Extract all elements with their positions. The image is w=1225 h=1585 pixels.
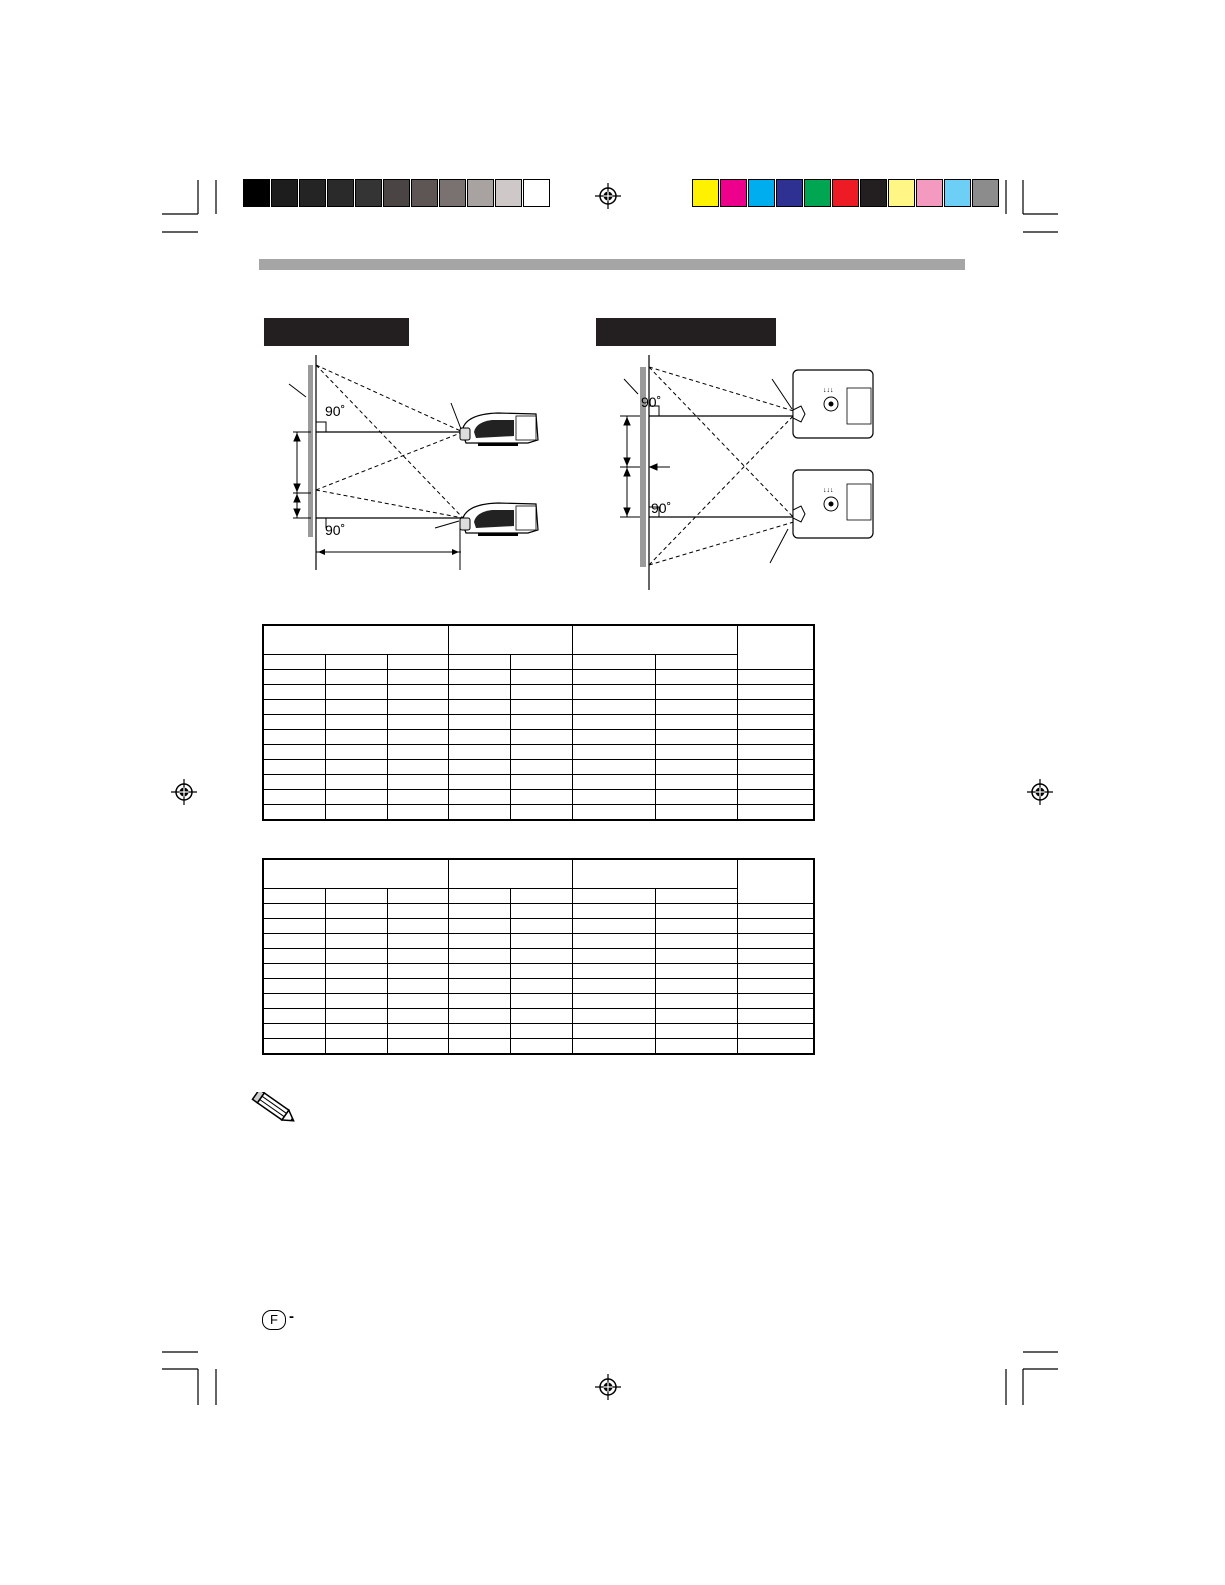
table-cell <box>449 949 511 964</box>
table-cell <box>449 904 511 919</box>
table-cell <box>263 715 325 730</box>
table-cell <box>449 1024 511 1039</box>
table-cell <box>387 685 449 700</box>
table-cell <box>387 1039 449 1055</box>
table-cell <box>325 979 387 994</box>
table-cell <box>572 745 655 760</box>
table-cell <box>572 1039 655 1055</box>
registration-mark-icon <box>1027 779 1053 805</box>
table-cell <box>572 685 655 700</box>
table-row <box>263 730 814 745</box>
screen-edge <box>308 365 313 537</box>
table-row <box>263 1039 814 1055</box>
table-cell <box>263 994 325 1009</box>
table-cell <box>572 670 655 685</box>
table-cell <box>572 964 655 979</box>
table-header-cell <box>449 859 573 889</box>
table-cell <box>263 745 325 760</box>
projection-distance-table-1 <box>262 624 815 821</box>
table-cell <box>511 775 573 790</box>
table-row <box>263 715 814 730</box>
table-cell <box>325 775 387 790</box>
table-cell <box>737 670 814 685</box>
color-swatch <box>972 179 999 207</box>
table-row <box>263 994 814 1009</box>
table-cell <box>387 760 449 775</box>
table-subheader-row <box>263 889 814 904</box>
table-row <box>263 1024 814 1039</box>
table-row <box>263 964 814 979</box>
table-cell <box>737 1039 814 1055</box>
table-cell <box>449 964 511 979</box>
table-cell <box>325 745 387 760</box>
table-cell <box>511 949 573 964</box>
table-cell <box>511 1024 573 1039</box>
table-row <box>263 949 814 964</box>
table-header-cell <box>572 625 737 655</box>
page-badge-letter: F <box>270 1312 278 1327</box>
page-number-badge <box>262 1310 286 1330</box>
table-row <box>263 1009 814 1024</box>
table-cell <box>387 994 449 1009</box>
table-cell <box>449 670 511 685</box>
table-cell <box>572 805 655 821</box>
table-cell <box>263 775 325 790</box>
table-cell <box>572 919 655 934</box>
table-cell <box>263 685 325 700</box>
table-cell <box>325 685 387 700</box>
table-cell <box>572 715 655 730</box>
table-cell <box>263 979 325 994</box>
table-cell <box>572 775 655 790</box>
table-row <box>263 700 814 715</box>
table-cell <box>572 1024 655 1039</box>
table-cell <box>449 994 511 1009</box>
table-cell <box>656 715 737 730</box>
table-cell <box>263 919 325 934</box>
table-row <box>263 919 814 934</box>
table-cell <box>325 715 387 730</box>
table-cell <box>511 1009 573 1024</box>
table-cell <box>737 949 814 964</box>
color-swatch <box>804 179 831 207</box>
gray-swatch <box>523 179 550 207</box>
table-cell <box>737 1009 814 1024</box>
table-cell <box>656 964 737 979</box>
table-cell <box>656 805 737 821</box>
table-cell <box>325 994 387 1009</box>
header-rule <box>259 259 965 270</box>
table-cell <box>737 775 814 790</box>
table-cell <box>387 805 449 821</box>
table-cell <box>572 760 655 775</box>
table-cell <box>263 1024 325 1039</box>
table-cell <box>656 904 737 919</box>
projection-diagram-side-view <box>283 355 558 575</box>
table-cell <box>656 730 737 745</box>
table-cell <box>737 964 814 979</box>
table-cell <box>572 994 655 1009</box>
table-cell <box>572 790 655 805</box>
gray-swatch <box>271 179 298 207</box>
table-cell <box>387 700 449 715</box>
table-cell <box>387 919 449 934</box>
table-cell <box>325 790 387 805</box>
table-cell <box>737 934 814 949</box>
table-cell <box>572 934 655 949</box>
table-header-cell <box>737 625 814 670</box>
table-cell <box>511 715 573 730</box>
color-bar <box>692 179 1000 207</box>
table-cell <box>656 670 737 685</box>
color-swatch <box>916 179 943 207</box>
table-cell <box>737 805 814 821</box>
table-cell <box>325 904 387 919</box>
table-header-cell <box>263 859 449 889</box>
gray-swatch <box>299 179 326 207</box>
table-cell <box>325 1009 387 1024</box>
table-subheader-cell <box>325 889 387 904</box>
table-cell <box>656 1039 737 1055</box>
table-cell <box>511 805 573 821</box>
table-cell <box>656 700 737 715</box>
table-cell <box>263 964 325 979</box>
table-header-cell <box>737 859 814 904</box>
table-cell <box>449 700 511 715</box>
table-cell <box>263 670 325 685</box>
table-cell <box>511 685 573 700</box>
table-subheader-cell <box>511 655 573 670</box>
angle-label-bottom: 90˚ <box>651 500 672 516</box>
table-cell <box>449 685 511 700</box>
table-cell <box>656 1024 737 1039</box>
table-cell <box>325 934 387 949</box>
table-cell <box>737 730 814 745</box>
projection-distance-table-2 <box>262 858 815 1055</box>
table-cell <box>325 670 387 685</box>
table-cell <box>656 745 737 760</box>
table-cell <box>263 1039 325 1055</box>
table-cell <box>737 685 814 700</box>
table-cell <box>263 805 325 821</box>
table-cell <box>449 934 511 949</box>
table-subheader-cell <box>325 655 387 670</box>
table-row <box>263 745 814 760</box>
table-cell <box>325 730 387 745</box>
table-cell <box>449 1039 511 1055</box>
svg-text:↓↓↓: ↓↓↓ <box>823 487 834 494</box>
table-cell <box>511 670 573 685</box>
note-pencil-icon <box>249 1092 301 1126</box>
table-cell <box>737 790 814 805</box>
table-cell <box>737 745 814 760</box>
table-cell <box>325 919 387 934</box>
table-cell <box>387 775 449 790</box>
table-header-cell <box>449 625 573 655</box>
projector-bottom <box>460 503 538 536</box>
table-subheader-cell <box>511 889 573 904</box>
grayscale-bar <box>243 179 551 207</box>
registration-mark-icon <box>595 183 621 209</box>
table-subheader-cell <box>449 889 511 904</box>
table-cell <box>737 715 814 730</box>
table-cell <box>387 1024 449 1039</box>
table-header-row <box>263 859 814 889</box>
table-cell <box>511 1039 573 1055</box>
registration-mark-icon <box>595 1374 621 1400</box>
table-cell <box>656 760 737 775</box>
table-cell <box>449 775 511 790</box>
table-cell <box>387 745 449 760</box>
table-cell <box>263 790 325 805</box>
table-cell <box>511 700 573 715</box>
table-cell <box>325 700 387 715</box>
table-cell <box>263 934 325 949</box>
table-subheader-cell <box>387 889 449 904</box>
table-row <box>263 790 814 805</box>
table-subheader-row <box>263 655 814 670</box>
projection-diagram-top-view <box>610 355 885 595</box>
table-row <box>263 670 814 685</box>
table-cell <box>656 790 737 805</box>
table-row <box>263 934 814 949</box>
gray-swatch <box>383 179 410 207</box>
table-cell <box>449 1009 511 1024</box>
table-row <box>263 685 814 700</box>
table-row <box>263 775 814 790</box>
table-cell <box>325 805 387 821</box>
table-cell <box>325 1024 387 1039</box>
gray-swatch <box>327 179 354 207</box>
table-cell <box>449 745 511 760</box>
angle-label-top: 90˚ <box>325 403 346 419</box>
table-cell <box>511 760 573 775</box>
color-swatch <box>692 179 719 207</box>
table-subheader-cell <box>449 655 511 670</box>
table-subheader-cell <box>387 655 449 670</box>
table-cell <box>572 1009 655 1024</box>
table-cell <box>656 949 737 964</box>
table-cell <box>449 730 511 745</box>
table-cell <box>263 760 325 775</box>
table-cell <box>325 949 387 964</box>
table-cell <box>656 1009 737 1024</box>
table-row <box>263 805 814 821</box>
table-cell <box>737 979 814 994</box>
table-cell <box>511 979 573 994</box>
table-cell <box>656 775 737 790</box>
table-cell <box>572 904 655 919</box>
svg-text:↓↓↓: ↓↓↓ <box>823 387 834 394</box>
gray-swatch <box>411 179 438 207</box>
table-cell <box>656 979 737 994</box>
page-number-suffix: - <box>289 1308 294 1325</box>
table-cell <box>387 904 449 919</box>
projector-top-view-2 <box>793 470 873 538</box>
table-subheader-cell <box>656 655 737 670</box>
table-cell <box>572 979 655 994</box>
gray-swatch <box>355 179 382 207</box>
gray-swatch <box>243 179 270 207</box>
table-cell <box>511 790 573 805</box>
table-cell <box>656 994 737 1009</box>
table-subheader-cell <box>656 889 737 904</box>
table-cell <box>511 934 573 949</box>
gray-swatch <box>439 179 466 207</box>
color-swatch <box>720 179 747 207</box>
angle-label-top: 90˚ <box>641 394 662 410</box>
table-cell <box>325 760 387 775</box>
color-swatch <box>888 179 915 207</box>
projector-top-view-1 <box>793 370 873 438</box>
table-cell <box>572 949 655 964</box>
table-cell <box>263 730 325 745</box>
table-cell <box>449 979 511 994</box>
table-cell <box>387 790 449 805</box>
registration-mark-icon <box>171 779 197 805</box>
table-cell <box>511 964 573 979</box>
table-cell <box>737 904 814 919</box>
table-cell <box>737 994 814 1009</box>
table-cell <box>387 1009 449 1024</box>
table-cell <box>387 949 449 964</box>
table-cell <box>449 805 511 821</box>
gray-swatch <box>467 179 494 207</box>
projector-top <box>460 413 538 446</box>
color-swatch <box>776 179 803 207</box>
table-cell <box>656 685 737 700</box>
table-cell <box>449 919 511 934</box>
table-cell <box>511 745 573 760</box>
table-cell <box>511 904 573 919</box>
table-header-row <box>263 625 814 655</box>
table-cell <box>656 934 737 949</box>
table-cell <box>325 964 387 979</box>
table-cell <box>737 1024 814 1039</box>
color-swatch <box>944 179 971 207</box>
table-subheader-cell <box>263 889 325 904</box>
table-cell <box>511 730 573 745</box>
table-cell <box>387 964 449 979</box>
table-cell <box>572 730 655 745</box>
color-swatch <box>860 179 887 207</box>
table-cell <box>737 700 814 715</box>
table-cell <box>737 760 814 775</box>
table-row <box>263 760 814 775</box>
angle-label-bottom: 90˚ <box>325 522 346 538</box>
color-swatch <box>832 179 859 207</box>
table-cell <box>449 715 511 730</box>
section-label-box-left <box>264 318 409 346</box>
table-cell <box>511 919 573 934</box>
table-cell <box>449 790 511 805</box>
table-cell <box>263 700 325 715</box>
table-cell <box>325 1039 387 1055</box>
table-cell <box>387 670 449 685</box>
table-subheader-cell <box>572 655 655 670</box>
table-row <box>263 979 814 994</box>
table-cell <box>387 979 449 994</box>
table-cell <box>263 1009 325 1024</box>
table-header-cell <box>263 625 449 655</box>
table-cell <box>511 994 573 1009</box>
table-subheader-cell <box>263 655 325 670</box>
table-cell <box>572 700 655 715</box>
table-cell <box>387 934 449 949</box>
table-cell <box>387 730 449 745</box>
table-cell <box>449 760 511 775</box>
table-subheader-cell <box>572 889 655 904</box>
table-cell <box>737 919 814 934</box>
color-swatch <box>748 179 775 207</box>
table-cell <box>263 949 325 964</box>
table-cell <box>656 919 737 934</box>
table-cell <box>263 904 325 919</box>
table-row <box>263 904 814 919</box>
section-label-box-right <box>596 318 776 346</box>
table-header-cell <box>572 859 737 889</box>
table-cell <box>387 715 449 730</box>
gray-swatch <box>495 179 522 207</box>
